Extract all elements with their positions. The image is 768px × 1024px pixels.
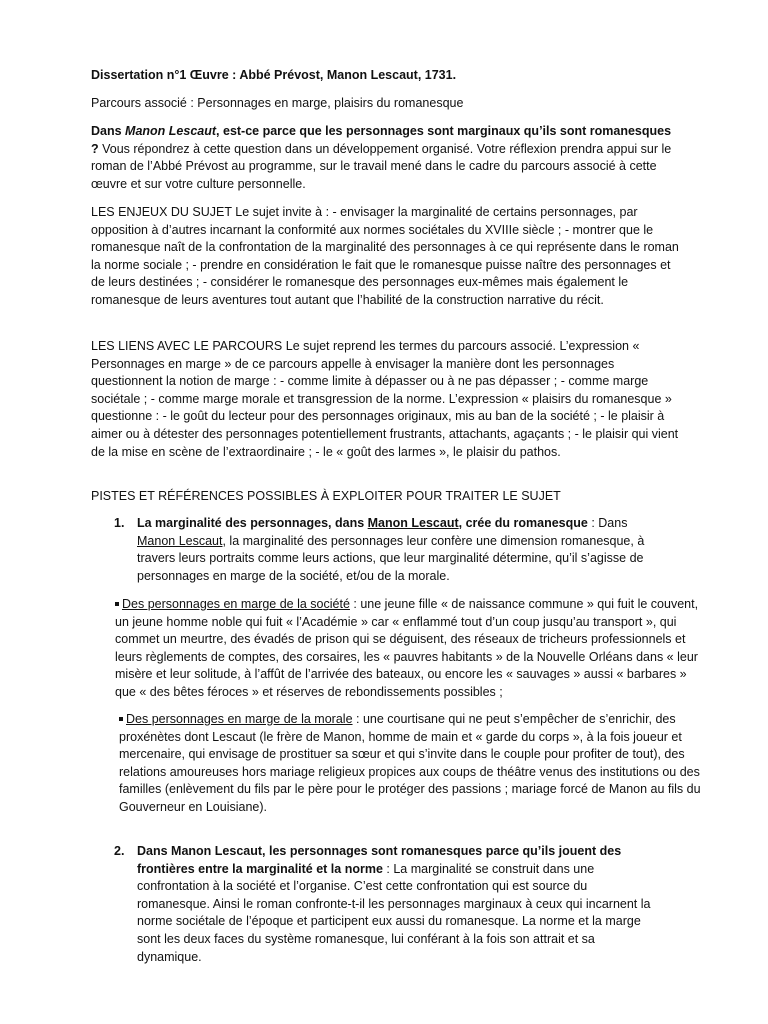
item1-bold-b: , crée du romanesque: [458, 516, 588, 530]
bullet1-title: Des personnages en marge de la société: [122, 597, 350, 611]
bullet-morale: [91, 711, 709, 817]
enjeux-paragraph: LES ENJEUX DU SUJET Le sujet invite à : - envisager la marginalité de certains personnages, par opposition à d’autres incarnant la conformité aux normes sociétales du XVIIIe siècle ; - montrer que le romanesque naît de la confrontation de la marginalité des personnages à ce qui représente dans le roman la norme sociale ; - prendre en considération le fait que le romanesque puisse naître des personnages et de leurs destinées ; - considérer le romanesque des personnages eux-mêmes mais également le romanesque de leurs aventures tout autant que l’habilité de la construction narrative du récit.: [91, 205, 679, 307]
list-item-2: [114, 843, 662, 966]
item1-bold-work: Manon Lescaut: [367, 516, 459, 530]
question-suffix: , est-ce parce que les personnages sont marginaux qu’ils sont romanesques ?: [91, 124, 672, 156]
question-body: Vous répondrez à cette question dans un développement organisé. Votre réflexion prendra appui sur le roman de l’Abbé Prévost au programme, sur le travail mené dans le cadre du parcours associé à cette œuvre et sur votre culture personnelle.: [91, 141, 672, 191]
list-number-1: 1.: [114, 516, 125, 530]
bullet1-text: : une jeune fille « de naissance commune » qui fuit le couvent, un jeune homme noble qui fuit « l’Académie » car « enflammé tout d’un coup jusqu’au transport », qui commet un meurtre, des évadés de prison qui se déguisent, des réseaux de tricheurs professionnels et leurs règlements de comptes, des corsaires, les « pauvres habitants » de la Nouvelle Orléans dans « leur misère et leur solitude, à l’affût de l’arrivée des bateaux, ou encore les « sauvages » aussi « barbares » que « des bêtes féroces » et réserves de rebondissements possibles ;: [115, 597, 699, 699]
document-title: Dissertation n°1 Œuvre : Abbé Prévost, Manon Lescaut, 1731.: [91, 68, 457, 82]
liens-paragraph: LES LIENS AVEC LE PARCOURS Le sujet reprend les termes du parcours associé. L’expression « Personnages en marge » de ce parcours appelle à envisager la manière dont les personnages questionnent la notion de marge : - comme limite à dépasser ou à ne pas dépasser ; - comme marge sociétale ; - comme marge morale et transgression de la norme. L’expression « plaisirs du romanesque » questionne : - le goût du lecteur pour des personnages originaux, mis au ban de la société ; - le plaisir à aimer ou à détester des personnages potentiellement frustrants, attachants, agaçants ; - le plaisir qui vient de la mise en scène de l’extraordinaire ; - le « goût des larmes », le plaisir du pathos.: [91, 339, 679, 459]
bullet-societe: [91, 596, 705, 702]
bullet2-text: : une courtisane qui ne peut s’empêcher de s’enrichir, des proxénètes dont Lescaut (le frère de Manon, homme de main et « garde du corps », à la fois joueur et mercenaire, qui envisage de prostituer sa sœur et qui s’invite dans le couple pour profiter de tout), des relations amoureuses hors mariage religieux propices aux coups de théâtre venus des institutions ou des familles (enlèvement du fils par le père pour le protéger des passions ; mariage forcé de Manon au fils du Gouverneur en Louisiane).: [119, 712, 701, 814]
list-number-2: 2.: [114, 844, 125, 858]
item1-text-work: Manon Lescaut: [137, 533, 223, 548]
square-bullet-icon: [119, 717, 123, 721]
question-block: [91, 123, 681, 193]
parcours-line: Parcours associé : Personnages en marge, plaisirs du romanesque: [91, 96, 464, 110]
question-text: [91, 123, 681, 193]
item1-text-a: : Dans: [587, 516, 628, 530]
item1-text-b: , la marginalité des personnages leur confère une dimension romanesque, à travers leurs portraits comme leurs actions, que leur marginalité détermine, qu’il s’agisse de personnages en marge de la société, et/ou de la morale.: [137, 533, 645, 583]
item1-bold-a: La marginalité des personnages, dans: [137, 516, 368, 530]
question-prefix: Dans: [91, 124, 126, 138]
square-bullet-icon: [115, 602, 119, 606]
list-item-1: [114, 515, 662, 585]
pistes-heading: PISTES ET RÉFÉRENCES POSSIBLES À EXPLOITER POUR TRAITER LE SUJET: [91, 489, 561, 503]
item2-bold: Dans Manon Lescaut, les personnages sont romanesques parce qu’ils jouent des frontières entre la marginalité et la norme: [137, 844, 622, 876]
question-work-title: Manon Lescaut: [125, 124, 217, 138]
list-item-2-text: [137, 843, 662, 966]
list-item-1-text: [137, 515, 662, 585]
bullet2-title: Des personnages en marge de la morale: [126, 712, 353, 726]
item2-text: : La marginalité se construit dans une confrontation à la société et l’organise. C’est cette confrontation qui est source du romanesque. Ainsi le roman confronte-t-il les personnages marginaux à ceux qui incarnent la norme sociétale de l’époque et participent eux aussi du romanesque. La norme et la marge sont les deux faces du système romanesque, lui conférant à la fois son attrait et sa dynamique.: [137, 861, 651, 964]
